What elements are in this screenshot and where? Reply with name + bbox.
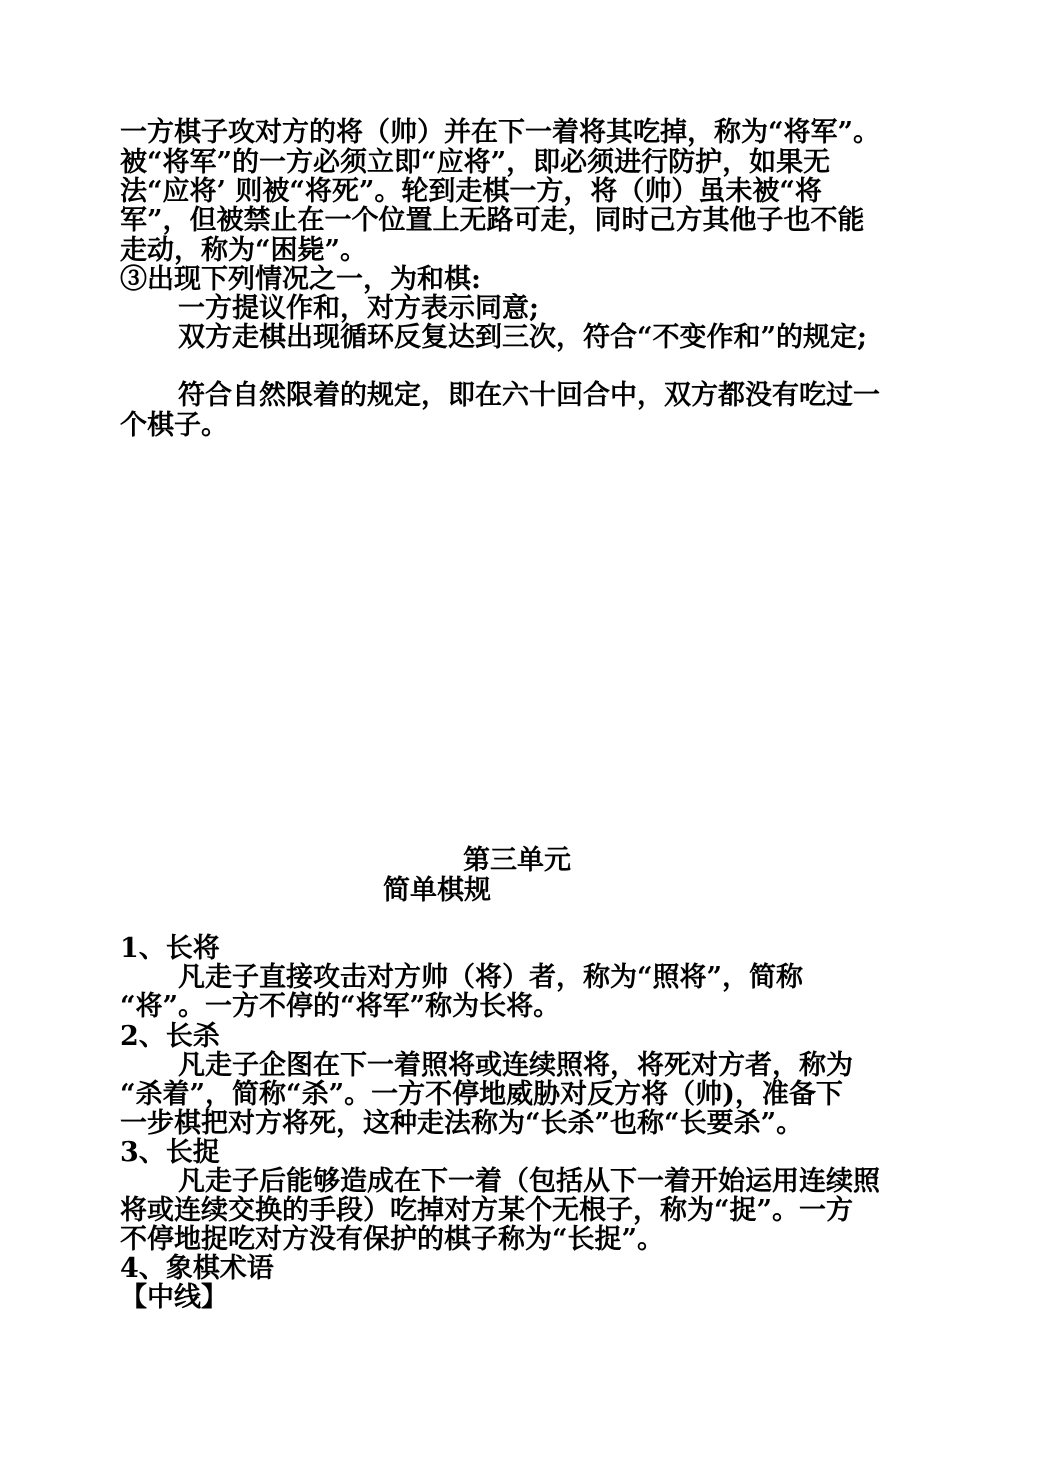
- term-heading: 【中线】: [120, 1282, 228, 1313]
- text-line: 双方走棋出现循环反复达到三次，符合“不变作和”的规定;: [178, 322, 868, 353]
- unit-subtitle: 简单棋规: [383, 875, 491, 906]
- section-heading: 4、象棋术语: [120, 1253, 274, 1284]
- text-line: 一步棋把对方将死，这种走法称为“长杀”也称“长要杀”。: [120, 1108, 804, 1139]
- text-line: 凡走子后能够造成在下一着（包括从下一着开始运用连续照: [178, 1166, 880, 1197]
- text-line: ③出现下列情况之一，为和棋:: [120, 264, 481, 295]
- text-line: 被“将军”的一方必须立即“应将”，即必须进行防护，如果无: [120, 147, 831, 178]
- text-line: 符合自然限着的规定，即在六十回合中，双方都没有吃过一: [178, 380, 880, 411]
- text-line: 一方提议作和，对方表示同意;: [178, 293, 539, 324]
- text-line: 军”，但被禁止在一个位置上无路可走，同时己方其他子也不能: [120, 205, 865, 236]
- section-heading: 3、长捉: [120, 1137, 220, 1168]
- text-line: 不停地捉吃对方没有保护的棋子称为“长捉”。: [120, 1224, 665, 1255]
- text-line: 法“应将’ 则被“将死”。轮到走棋一方，将（帅）虽未被“将: [120, 176, 822, 207]
- text-line: 一方棋子攻对方的将（帅）并在下一着将其吃掉，称为“将军”。: [120, 117, 881, 148]
- section-heading: 1、长将: [120, 933, 220, 964]
- text-line: 凡走子直接攻击对方帅（将）者，称为“照将”，简称: [178, 962, 804, 993]
- text-line: 个棋子。: [120, 410, 228, 441]
- text-line: 走动，称为“困毙”。: [120, 235, 368, 266]
- section-heading: 2、长杀: [120, 1021, 220, 1052]
- text-line: 将或连续交换的手段）吃掉对方某个无根子，称为“捉”。一方: [120, 1195, 854, 1226]
- text-line: “杀着”，简称“杀”。一方不停地威胁对反方将（帅)，准备下: [120, 1079, 843, 1110]
- text-line: 凡走子企图在下一着照将或连续照将，将死对方者，称为: [178, 1050, 853, 1081]
- unit-title: 第三单元: [463, 845, 571, 876]
- text-line: “将”。一方不停的“将军”称为长将。: [120, 991, 561, 1022]
